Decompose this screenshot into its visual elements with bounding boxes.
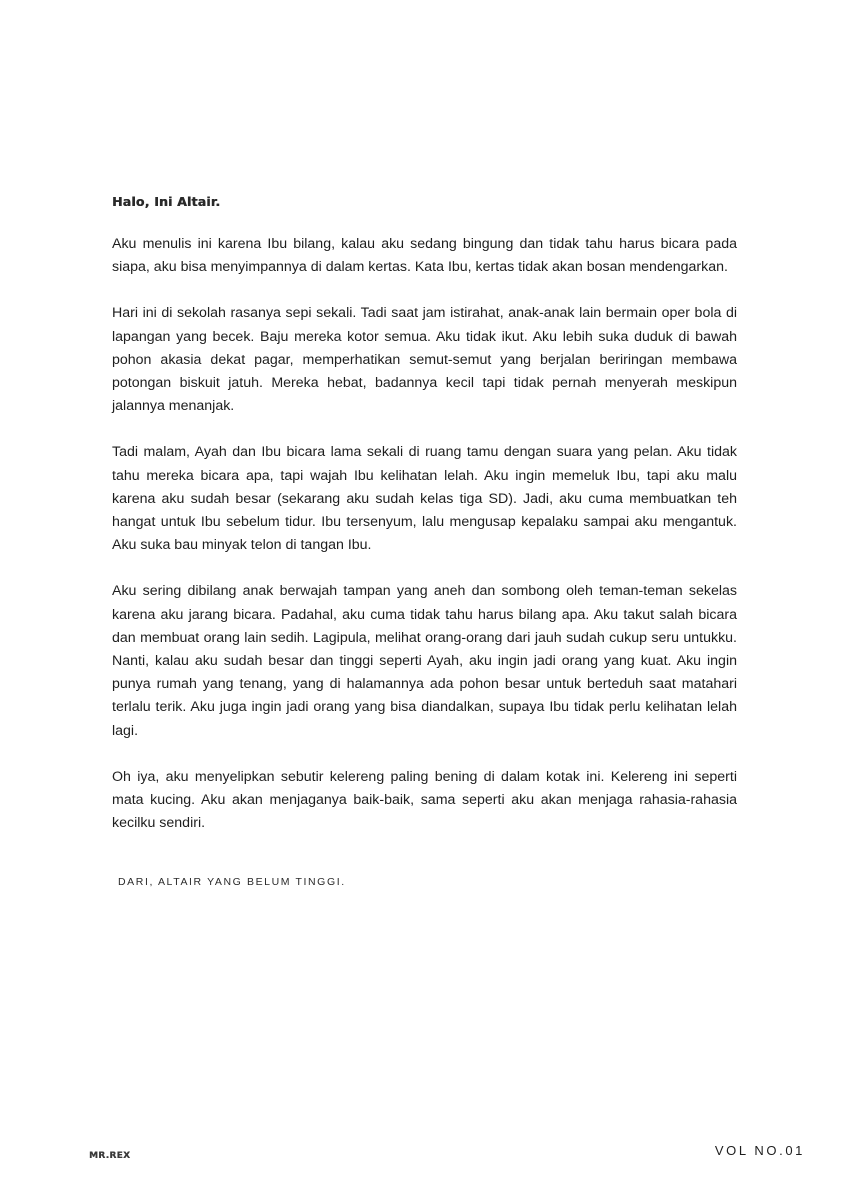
letter-signature: DARI, ALTAIR YANG BELUM TINGGI. xyxy=(118,876,346,888)
letter-paragraph: Oh iya, aku menyelipkan sebutir kelereng paling bening di dalam kotak ini. Kelereng ini seperti mata kucing. Aku akan menjaganya baik-baik, sama seperti aku akan menjaga rahasia-rahasia kecilku sendiri. xyxy=(112,768,737,832)
footer-brand: MR.REX xyxy=(89,1151,131,1161)
letter-greeting: Halo, Ini Altair. xyxy=(112,194,221,209)
footer-volume-number: VOL NO.01 xyxy=(714,1143,805,1158)
letter-paragraph: Aku menulis ini karena Ibu bilang, kalau aku sedang bingung dan tidak tahu harus bicara pada siapa, aku bisa menyimpannya di dalam kertas. Kata Ibu, kertas tidak akan bosan mendengarkan. xyxy=(112,236,737,276)
letter-paragraph: Tadi malam, Ayah dan Ibu bicara lama sekali di ruang tamu dengan suara yang pelan. Aku tidak tahu mereka bicara apa, tapi wajah Ibu kelihatan lelah. Aku ingin memeluk Ibu, tapi aku malu karena aku sudah besar (sekarang aku sudah kelas tiga SD). Jadi, aku cuma membuatkan teh hangat untuk Ibu sebelum tidur. Ibu tersenyum, lalu mengusap kepalaku sampai aku mengantuk. Aku suka bau minyak telon di tangan Ibu. xyxy=(112,444,737,554)
letter-body xyxy=(112,233,737,858)
letter-paragraph: Aku sering dibilang anak berwajah tampan yang aneh dan sombong oleh teman-teman sekelas karena aku jarang bicara. Padahal, aku cuma tidak tahu harus bilang apa. Aku takut salah bicara dan membuat orang lain sedih. Lagipula, melihat orang-orang dari jauh sudah cukup seru untukku. Nanti, kalau aku sudah besar dan tinggi seperti Ayah, aku ingin jadi orang yang kuat. Aku ingin punya rumah yang tenang, yang di halamannya ada pohon besar untuk berteduh saat matahari terlalu terik. Aku juga ingin jadi orang yang bisa diandalkan, supaya Ibu tidak perlu kelihatan lelah lagi. xyxy=(112,583,737,739)
letter-paragraph: Hari ini di sekolah rasanya sepi sekali. Tadi saat jam istirahat, anak-anak lain bermain oper bola di lapangan yang becek. Baju mereka kotor semua. Aku tidak ikut. Aku lebih suka duduk di bawah pohon akasia dekat pagar, memperhatikan semut-semut yang berjalan beriringan membawa potongan biskuit jatuh. Mereka hebat, badannya kecil tapi tidak pernah menyerah meskipun jalannya menanjak. xyxy=(112,305,737,415)
